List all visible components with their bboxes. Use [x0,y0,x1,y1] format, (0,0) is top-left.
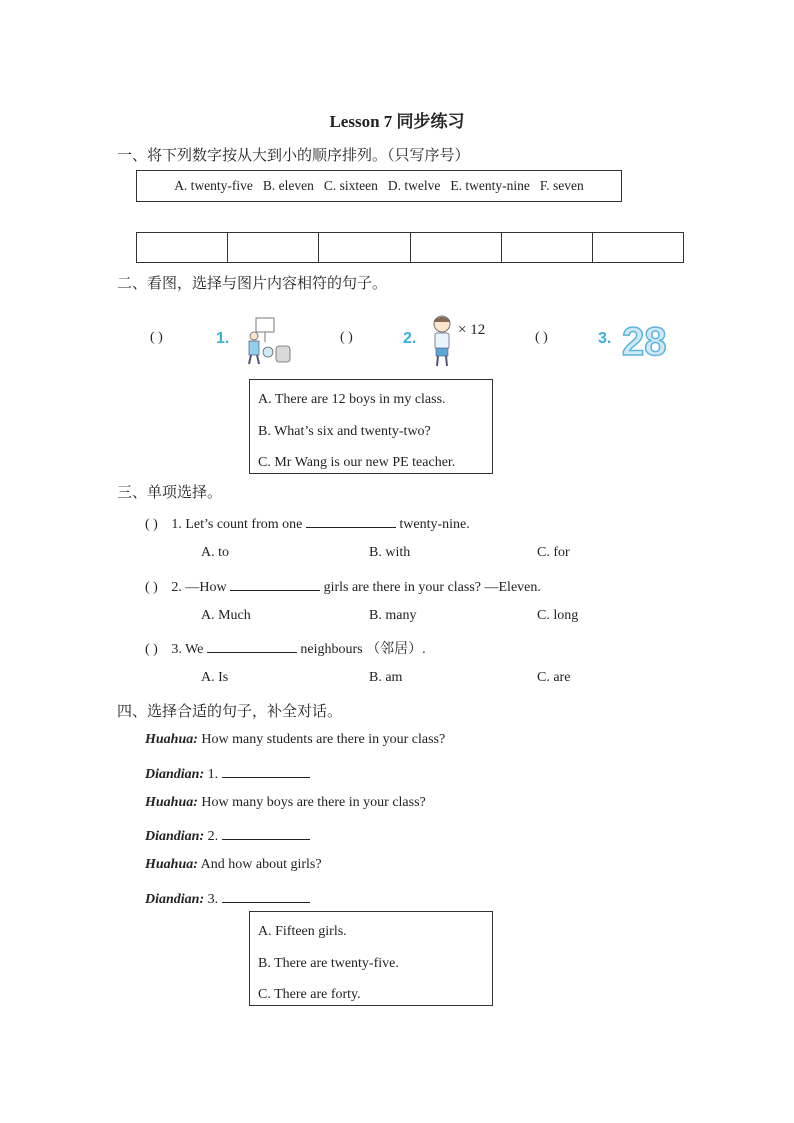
picture-number-3: 3. [598,330,612,347]
answer-grid [136,232,684,263]
speaker-name: Diandian: [145,829,205,844]
fill-blank[interactable] [222,763,310,778]
picture-answer-paren-3[interactable]: ( ) [535,330,548,345]
option-a: A. twenty-five [174,178,253,193]
option-e: E. twenty-nine [450,178,530,193]
times-twelve-label: × 12 [458,322,486,338]
dialogue-line-4: Diandian: 2. [145,825,310,845]
boy-image [428,314,458,368]
dialogue-line-1: Huahua: How many students are there in your class? [145,732,446,747]
speaker-name: Diandian: [145,767,205,782]
choice-2b[interactable]: B. many [369,608,417,623]
picture-answer-paren-2[interactable]: ( ) [340,330,353,345]
option-b: B. eleven [262,178,314,193]
choice-3c[interactable]: C. are [537,670,571,685]
answer-cell[interactable] [593,233,683,262]
fill-blank[interactable] [230,576,320,591]
dialogue-option-c: C. There are forty. [258,987,361,1002]
speaker-name: Huahua: [145,857,198,872]
sentence-b: B. What’s six and twenty-two? [258,423,431,439]
page-title: Lesson 7 同步练习 [329,112,465,131]
answer-cell[interactable] [319,233,410,262]
fill-blank[interactable] [222,825,310,840]
choice-2a[interactable]: A. Much [201,608,251,623]
choice-1a[interactable]: A. to [201,545,229,560]
picture-number-2: 2. [403,330,417,347]
choice-2c[interactable]: C. long [537,608,579,623]
dialogue-option-b: B. There are twenty-five. [258,955,399,971]
question-3: ( ) 3. We neighbours （邻居）. [145,638,426,658]
dialogue-options-box [249,911,493,1006]
fill-blank[interactable] [306,513,396,528]
answer-cell[interactable] [411,233,502,262]
question-2: ( ) 2. —How girls are there in your class? —Eleven. [145,576,541,596]
section1-heading: 一、将下列数字按从大到小的顺序排列。（只写序号） [117,148,470,164]
sentence-c: C. Mr Wang is our new PE teacher. [258,455,456,470]
teacher-with-basketball-image [240,316,296,366]
choice-3a[interactable]: A. Is [201,670,229,685]
picture-answer-paren-1[interactable]: ( ) [150,330,163,345]
speaker-name: Huahua: [145,732,198,747]
answer-cell[interactable] [228,233,319,262]
section4-heading: 四、选择合适的句子，补全对话。 [117,704,343,720]
question-1: ( ) 1. Let’s count from one twenty-nine. [145,513,470,533]
section3-heading: 三、单项选择。 [117,485,223,501]
sentence-options-box [249,379,493,474]
picture-number-1: 1. [216,330,230,347]
fill-blank[interactable] [207,638,297,653]
speaker-name: Huahua: [145,795,198,810]
answer-paren[interactable]: ( ) [145,517,158,532]
answer-paren[interactable]: ( ) [145,642,158,657]
answer-cell[interactable] [502,233,593,262]
choice-1c[interactable]: C. for [537,545,570,560]
dialogue-line-2: Diandian: 1. [145,763,310,783]
dialogue-line-6: Diandian: 3. [145,888,310,908]
option-c: C. sixteen [323,178,378,193]
fill-blank[interactable] [222,888,310,903]
dialogue-option-a: A. Fifteen girls. [258,924,347,939]
choice-3b[interactable]: B. am [369,670,403,685]
option-f: F. seven [539,178,584,193]
choice-1b[interactable]: B. with [369,545,411,560]
section2-heading: 二、看图，选择与图片内容相符的句子。 [117,276,388,292]
dialogue-line-3: Huahua: How many boys are there in your class? [145,795,426,810]
option-d: D. twelve [387,178,441,193]
speaker-name: Diandian: [145,892,205,907]
answer-cell[interactable] [137,233,228,262]
sentence-a: A. There are 12 boys in my class. [258,392,446,407]
answer-paren[interactable]: ( ) [145,580,158,595]
dialogue-line-5: Huahua: And how about girls? [145,857,322,872]
number-28-image: 28 [622,320,667,364]
number-options-box [136,170,622,202]
